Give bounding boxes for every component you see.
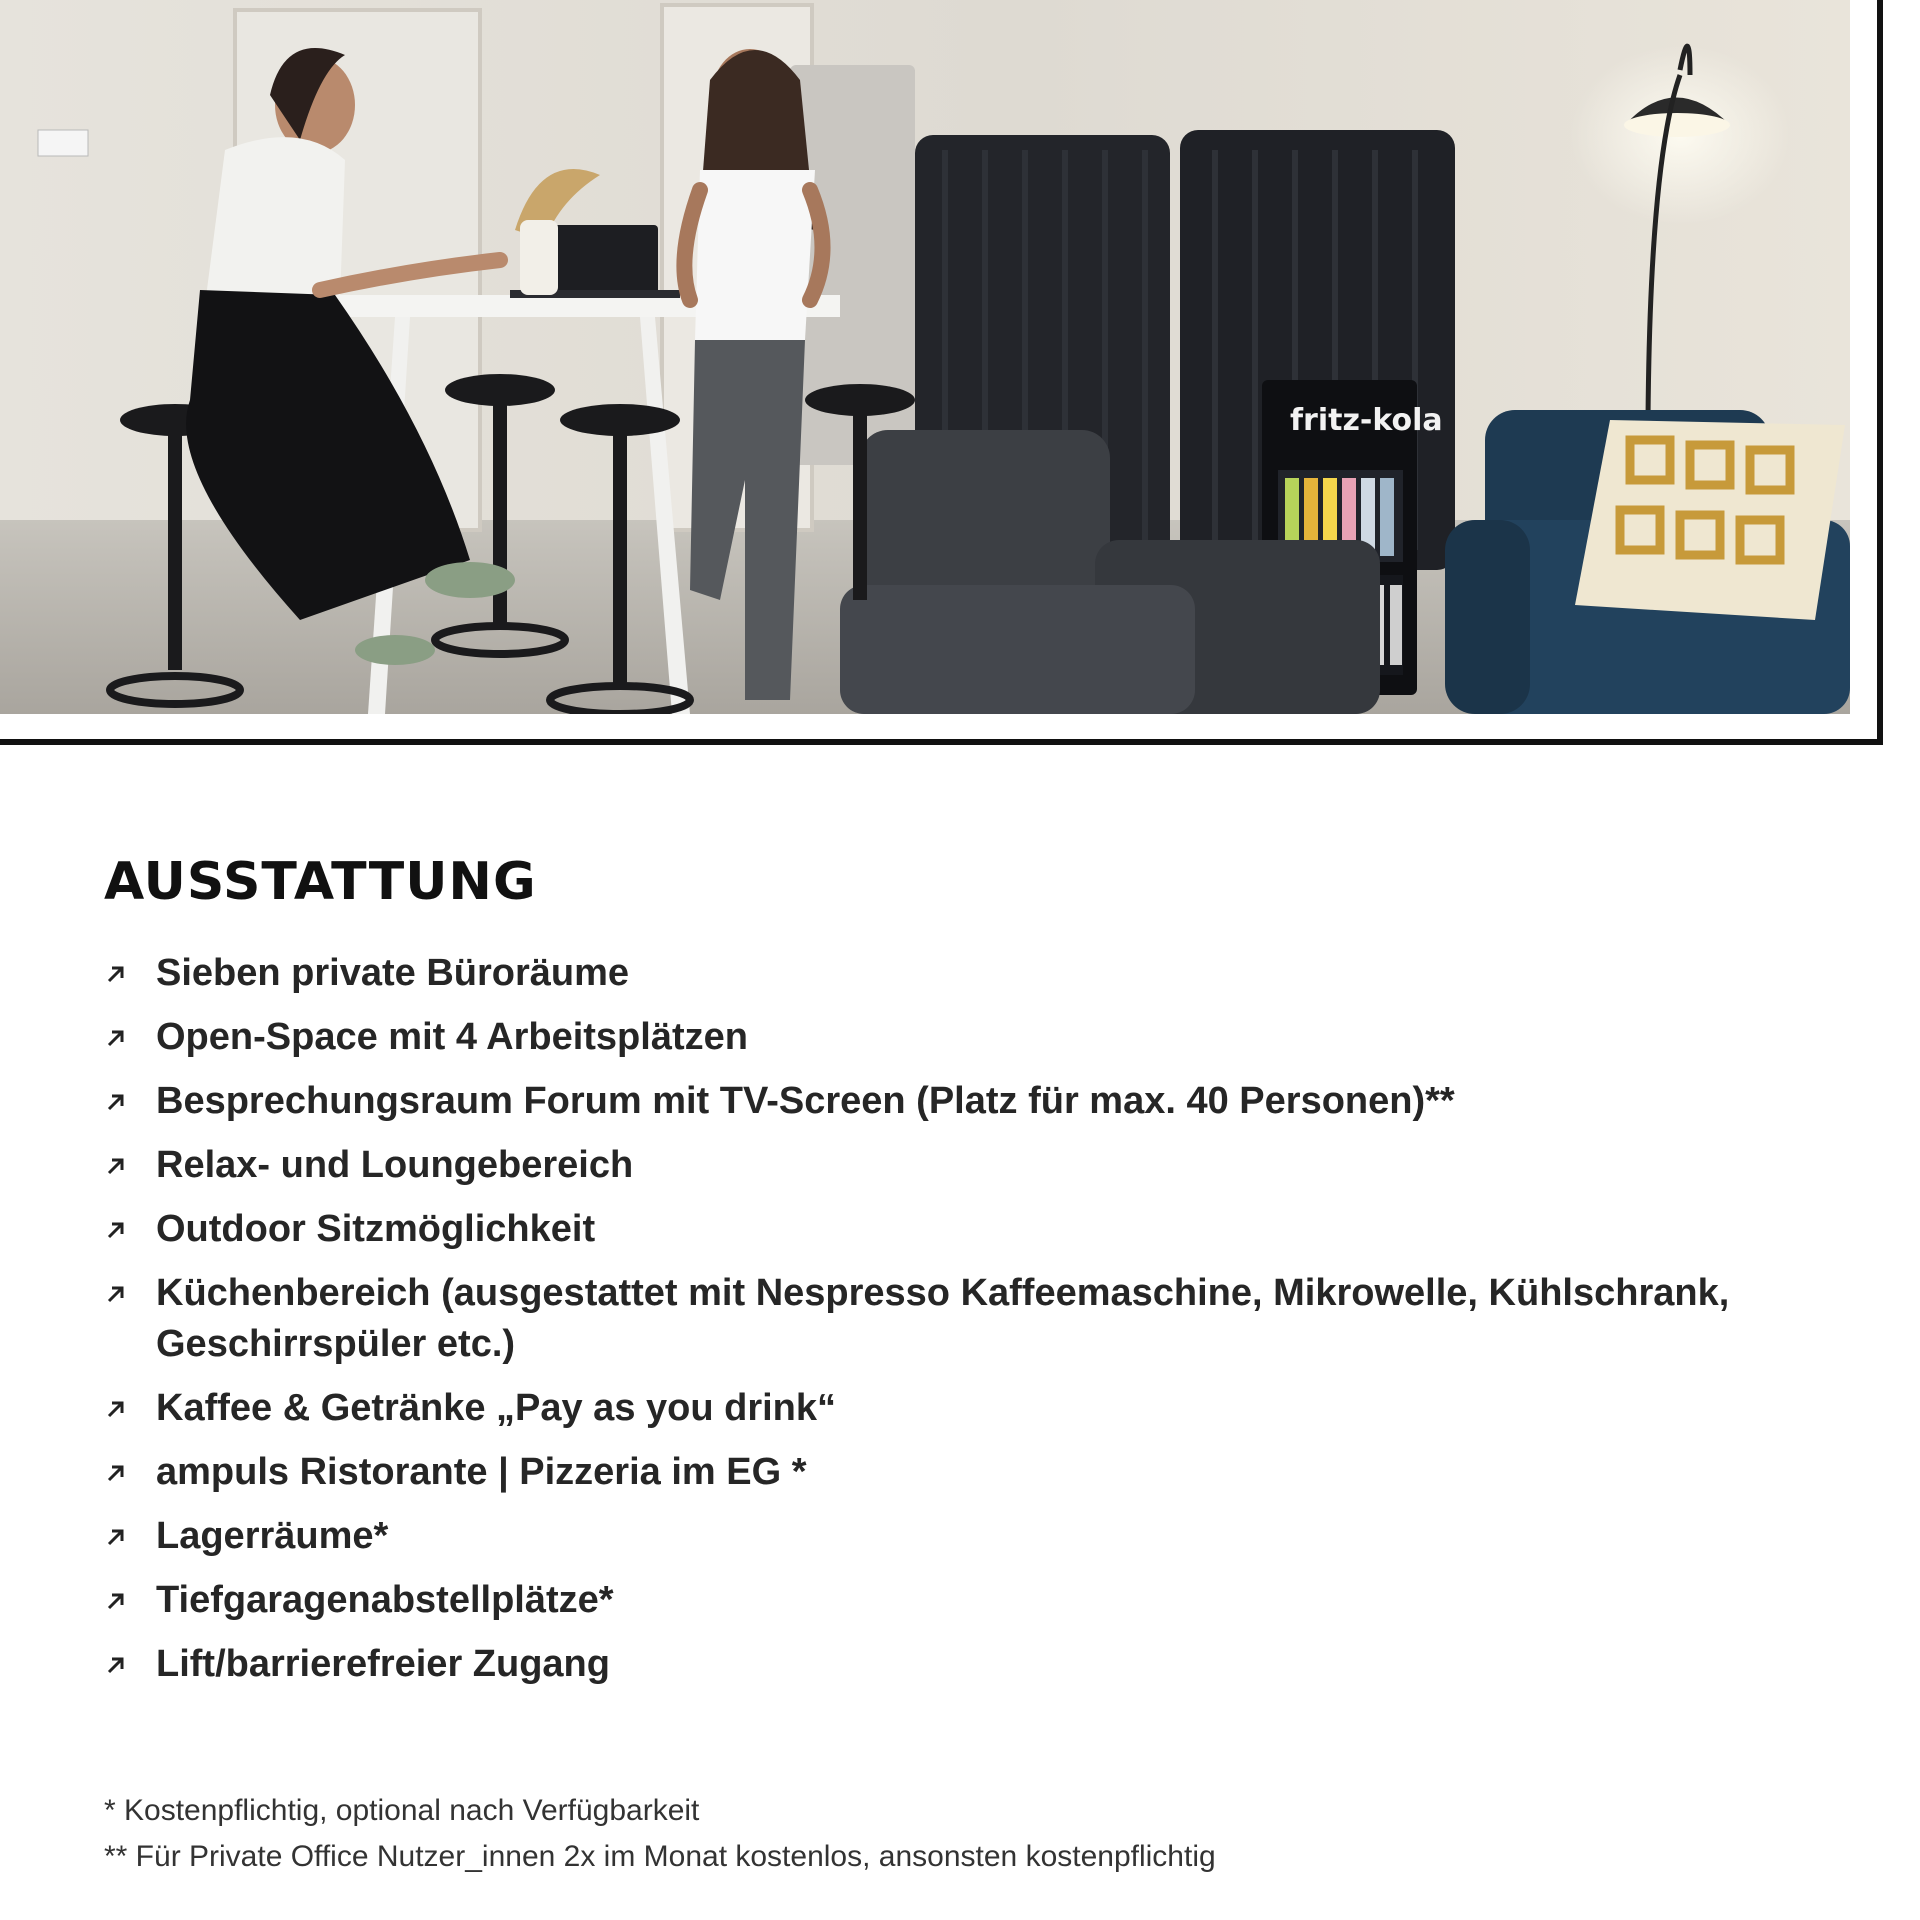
section-title: AUSSTATTUNG bbox=[104, 852, 537, 912]
feature-label: Relax- und Loungebereich bbox=[156, 1144, 634, 1186]
arrow-up-right-icon bbox=[104, 1589, 128, 1613]
arrow-up-right-icon bbox=[104, 1397, 128, 1421]
arrow-up-right-icon bbox=[104, 1154, 128, 1178]
feature-list bbox=[104, 948, 1844, 1703]
arrow-up-right-icon bbox=[104, 1653, 128, 1677]
footnotes bbox=[104, 1788, 1804, 1880]
feature-label: Lift/barrierefreier Zugang bbox=[156, 1643, 610, 1685]
list-item bbox=[104, 1076, 1844, 1127]
footnote-single-asterisk: * Kostenpflichtig, optional nach Verfügbarkeit bbox=[104, 1794, 700, 1827]
list-item bbox=[104, 1012, 1844, 1063]
list-item bbox=[104, 948, 1844, 999]
feature-label: Outdoor Sitzmöglichkeit bbox=[156, 1208, 596, 1250]
list-item bbox=[104, 1383, 1844, 1434]
feature-label: Tiefgaragenabstellplätze* bbox=[156, 1579, 614, 1621]
list-item bbox=[104, 1268, 1844, 1370]
list-item bbox=[104, 1447, 1844, 1498]
list-item bbox=[104, 1575, 1844, 1626]
list-item bbox=[104, 1140, 1844, 1191]
arrow-up-right-icon bbox=[104, 1218, 128, 1242]
lounge-photo bbox=[0, 0, 1850, 714]
lounge-photo-illustration bbox=[0, 0, 1850, 714]
feature-label: Kaffee & Getränke „Pay as you drink“ bbox=[156, 1387, 837, 1429]
list-item bbox=[104, 1204, 1844, 1255]
fridge-brand-label: fritz-kola bbox=[1290, 403, 1443, 438]
feature-label: Lagerräume* bbox=[156, 1515, 389, 1557]
list-item bbox=[104, 1639, 1844, 1690]
feature-label: Küchenbereich (ausgestattet mit Nespresso Kaffeemaschine, Mikrowelle, Kühlschrank, Geschirrspüler etc.) bbox=[156, 1272, 1730, 1365]
footnote-double-asterisk: ** Für Private Office Nutzer_innen 2x im Monat kostenlos, ansonsten kostenpflichtig bbox=[104, 1840, 1216, 1873]
arrow-up-right-icon bbox=[104, 1090, 128, 1114]
feature-label: Sieben private Büroräume bbox=[156, 952, 630, 994]
arrow-up-right-icon bbox=[104, 962, 128, 986]
arrow-up-right-icon bbox=[104, 1525, 128, 1549]
arrow-up-right-icon bbox=[104, 1282, 128, 1306]
arrow-up-right-icon bbox=[104, 1026, 128, 1050]
arrow-up-right-icon bbox=[104, 1461, 128, 1485]
feature-label: Besprechungsraum Forum mit TV-Screen (Platz für max. 40 Personen)** bbox=[156, 1080, 1455, 1122]
feature-label: ampuls Ristorante | Pizzeria im EG * bbox=[156, 1451, 807, 1493]
photo-frame bbox=[0, 0, 1883, 745]
feature-label: Open-Space mit 4 Arbeitsplätzen bbox=[156, 1016, 748, 1058]
list-item bbox=[104, 1511, 1844, 1562]
